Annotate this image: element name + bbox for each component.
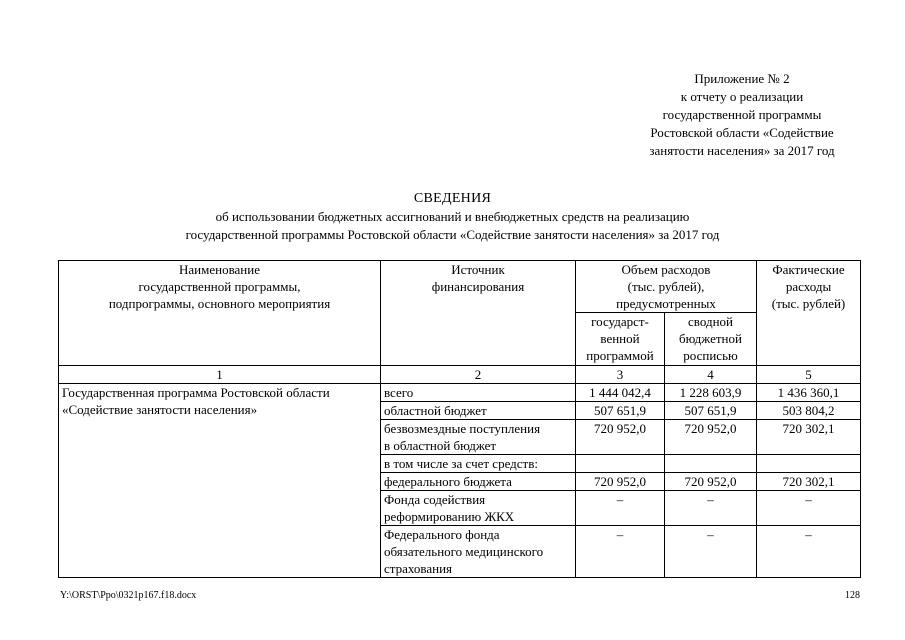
column-number: 5 [757, 366, 861, 384]
planned-budget-cell: 720 952,0 [665, 473, 757, 491]
source-cell [381, 473, 576, 491]
header-sub-line: государст- [591, 314, 649, 329]
planned-program-cell: 720 952,0 [576, 420, 665, 455]
header-actual-line: (тыс. рублей) [771, 296, 846, 311]
source-cell [381, 402, 576, 420]
header-sub-line: бюджетной [679, 331, 742, 346]
annex-line-4: Ростовской области «Содействие [650, 125, 834, 140]
planned-program-cell: 720 952,0 [576, 473, 665, 491]
source-line: Федерального фонда [384, 527, 500, 542]
annex-line-5: занятости населения» за 2017 год [649, 143, 835, 158]
planned-budget-cell: 507 651,9 [665, 402, 757, 420]
source-cell [381, 384, 576, 402]
header-actual-line: Фактические [772, 262, 845, 277]
source-line: в областной бюджет [384, 438, 497, 453]
planned-program-cell [576, 455, 665, 473]
header-source [381, 261, 576, 366]
actual-cell: 720 302,1 [757, 420, 861, 455]
footer-file-path: Y:\ORST\Ppo\0321p167.f18.docx [60, 590, 197, 601]
header-sub-line: росписью [683, 348, 738, 363]
planned-budget-cell [665, 455, 757, 473]
header-actual [757, 261, 861, 366]
annex-line-1: Приложение № 2 [694, 71, 790, 86]
source-cell [381, 491, 576, 526]
source-line: обязательного медицинского [384, 544, 544, 559]
program-name-line: Государственная программа Ростовской области [62, 385, 330, 400]
source-line: безвозмездные поступления [384, 421, 541, 436]
column-number: 1 [59, 366, 381, 384]
annex-line-3: государственной программы [662, 107, 822, 122]
document-subtitle-line-2: государственной программы Ростовской области «Содействие занятости населения» за 2017 год [185, 227, 720, 242]
page-number: 128 [845, 590, 860, 601]
actual-cell: 503 804,2 [757, 402, 861, 420]
actual-cell: – [757, 526, 861, 578]
annex-block [628, 70, 856, 160]
program-name-cell [59, 384, 381, 578]
column-number: 4 [665, 366, 757, 384]
header-source-line: финансирования [431, 279, 525, 294]
source-line: Фонда содействия [384, 492, 486, 507]
planned-program-cell: 507 651,9 [576, 402, 665, 420]
header-planned-line: предусмотренных [616, 296, 716, 311]
planned-budget-cell: – [665, 526, 757, 578]
planned-program-cell: – [576, 491, 665, 526]
actual-cell [757, 455, 861, 473]
document-subtitle-line-1: об использовании бюджетных ассигнований и внебюджетных средств на реализацию [215, 209, 690, 224]
source-line: в том числе за счет средств: [384, 456, 538, 471]
column-number-row [59, 366, 861, 384]
planned-budget-cell: 720 952,0 [665, 420, 757, 455]
planned-program-cell: 1 444 042,4 [576, 384, 665, 402]
column-number: 2 [381, 366, 576, 384]
planned-budget-cell: 1 228 603,9 [665, 384, 757, 402]
source-cell [381, 455, 576, 473]
source-cell [381, 526, 576, 578]
header-sub-line: программой [586, 348, 654, 363]
document-heading [60, 190, 845, 244]
header-source-line: Источник [451, 262, 505, 277]
source-line: реформированию ЖКХ [384, 509, 515, 524]
source-line: областной бюджет [384, 403, 487, 418]
header-sub-line: сводной [688, 314, 733, 329]
column-number: 3 [576, 366, 665, 384]
table-row [59, 384, 861, 402]
header-planned-line: Объем расходов [621, 262, 711, 277]
header-name-line: Наименование [179, 262, 260, 277]
program-name-line: «Содействие занятости населения» [62, 402, 258, 417]
source-line: всего [384, 385, 414, 400]
header-name-line: государственной программы, [138, 279, 301, 294]
planned-budget-cell: – [665, 491, 757, 526]
planned-program-cell: – [576, 526, 665, 578]
actual-cell: 1 436 360,1 [757, 384, 861, 402]
header-planned-program [576, 313, 665, 366]
actual-cell: 720 302,1 [757, 473, 861, 491]
header-planned [576, 261, 757, 313]
expenditure-table [58, 260, 861, 578]
header-actual-line: расходы [785, 279, 832, 294]
source-line: страхования [384, 561, 453, 576]
header-name [59, 261, 381, 366]
source-line: федерального бюджета [384, 474, 512, 489]
actual-cell: – [757, 491, 861, 526]
header-sub-line: венной [600, 331, 640, 346]
header-planned-line: (тыс. рублей), [627, 279, 705, 294]
header-planned-budget [665, 313, 757, 366]
document-title: СВЕДЕНИЯ [413, 191, 492, 206]
source-cell [381, 420, 576, 455]
header-name-line: подпрограммы, основного мероприятия [108, 296, 331, 311]
annex-line-2: к отчету о реализации [680, 89, 804, 104]
